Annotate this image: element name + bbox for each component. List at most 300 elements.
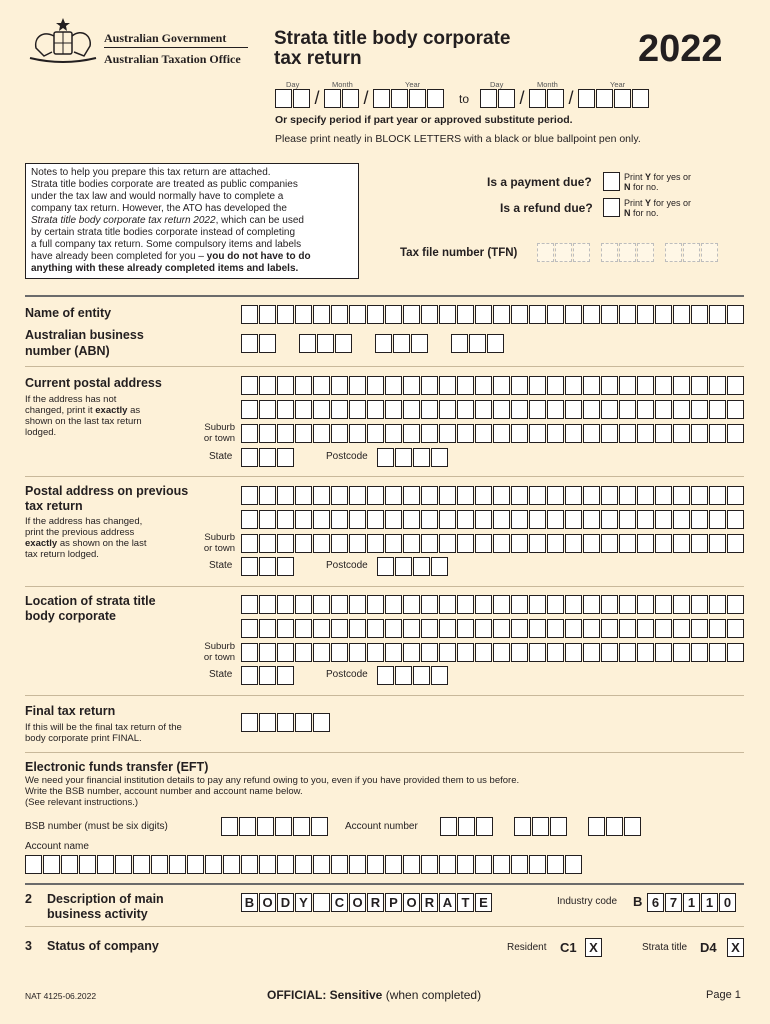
char-box[interactable] <box>565 510 582 529</box>
prev-suburb-field[interactable] <box>241 534 744 553</box>
char-box[interactable] <box>673 486 690 505</box>
char-box[interactable] <box>331 424 348 443</box>
char-box[interactable] <box>637 619 654 638</box>
char-box[interactable] <box>259 424 276 443</box>
char-box[interactable] <box>547 534 564 553</box>
char-box[interactable] <box>169 855 186 874</box>
char-box[interactable] <box>403 424 420 443</box>
char-box[interactable] <box>331 376 348 395</box>
char-box[interactable] <box>619 376 636 395</box>
char-box[interactable] <box>511 595 528 614</box>
payment-due-input[interactable] <box>603 172 620 191</box>
char-box[interactable] <box>691 400 708 419</box>
char-box[interactable] <box>313 400 330 419</box>
char-box[interactable] <box>529 619 546 638</box>
char-box[interactable] <box>403 595 420 614</box>
char-box[interactable] <box>727 486 744 505</box>
char-box[interactable] <box>709 486 726 505</box>
char-box[interactable] <box>691 595 708 614</box>
char-box[interactable] <box>385 855 402 874</box>
activity-letter-box[interactable]: D <box>277 893 294 912</box>
char-box[interactable] <box>313 855 330 874</box>
char-box[interactable] <box>313 486 330 505</box>
char-box[interactable] <box>529 855 546 874</box>
char-box[interactable] <box>385 376 402 395</box>
char-box[interactable] <box>655 510 672 529</box>
prev-state-field[interactable] <box>241 557 294 576</box>
char-box[interactable] <box>439 424 456 443</box>
char-box[interactable] <box>241 400 258 419</box>
char-box[interactable] <box>511 424 528 443</box>
industry-code-field[interactable] <box>647 893 736 912</box>
char-box[interactable] <box>709 400 726 419</box>
char-box[interactable] <box>223 855 240 874</box>
char-box[interactable] <box>385 424 402 443</box>
location-postcode-field[interactable] <box>377 666 448 685</box>
char-box[interactable] <box>475 855 492 874</box>
char-box[interactable] <box>457 376 474 395</box>
char-box[interactable] <box>349 376 366 395</box>
business-activity-field[interactable] <box>241 893 492 912</box>
char-box[interactable] <box>277 534 294 553</box>
char-box[interactable] <box>637 510 654 529</box>
end-date-field[interactable]: / / <box>480 89 649 108</box>
char-box[interactable] <box>457 595 474 614</box>
char-box[interactable] <box>727 424 744 443</box>
activity-letter-box[interactable]: R <box>421 893 438 912</box>
industry-code-digit[interactable]: 6 <box>647 893 664 912</box>
char-box[interactable] <box>367 855 384 874</box>
char-box[interactable] <box>403 534 420 553</box>
bsb-field[interactable] <box>221 817 328 836</box>
char-box[interactable] <box>79 855 96 874</box>
char-box[interactable] <box>457 486 474 505</box>
char-box[interactable] <box>421 305 438 324</box>
activity-letter-box[interactable]: P <box>385 893 402 912</box>
char-box[interactable] <box>655 486 672 505</box>
char-box[interactable] <box>565 305 582 324</box>
char-box[interactable] <box>241 305 258 324</box>
location-state-field[interactable] <box>241 666 294 685</box>
char-box[interactable] <box>511 619 528 638</box>
activity-letter-box[interactable]: B <box>241 893 258 912</box>
char-box[interactable] <box>277 510 294 529</box>
char-box[interactable] <box>619 305 636 324</box>
char-box[interactable] <box>583 424 600 443</box>
activity-letter-box[interactable]: E <box>475 893 492 912</box>
char-box[interactable] <box>403 486 420 505</box>
char-box[interactable] <box>565 534 582 553</box>
abn-field[interactable] <box>241 334 504 353</box>
char-box[interactable] <box>457 855 474 874</box>
postal-postcode-field[interactable] <box>377 448 448 467</box>
char-box[interactable] <box>295 855 312 874</box>
char-box[interactable] <box>529 424 546 443</box>
char-box[interactable] <box>619 424 636 443</box>
char-box[interactable] <box>241 534 258 553</box>
char-box[interactable] <box>457 305 474 324</box>
char-box[interactable] <box>565 643 582 662</box>
char-box[interactable] <box>619 595 636 614</box>
char-box[interactable] <box>529 486 546 505</box>
char-box[interactable] <box>475 400 492 419</box>
char-box[interactable] <box>331 534 348 553</box>
char-box[interactable] <box>277 855 294 874</box>
char-box[interactable] <box>385 595 402 614</box>
char-box[interactable] <box>241 643 258 662</box>
char-box[interactable] <box>439 305 456 324</box>
char-box[interactable] <box>421 400 438 419</box>
char-box[interactable] <box>727 643 744 662</box>
char-box[interactable] <box>565 855 582 874</box>
char-box[interactable] <box>583 486 600 505</box>
char-box[interactable] <box>601 534 618 553</box>
char-box[interactable] <box>205 855 222 874</box>
activity-letter-box[interactable]: C <box>331 893 348 912</box>
char-box[interactable] <box>619 534 636 553</box>
char-box[interactable] <box>619 486 636 505</box>
char-box[interactable] <box>385 510 402 529</box>
char-box[interactable] <box>457 424 474 443</box>
char-box[interactable] <box>367 424 384 443</box>
char-box[interactable] <box>385 486 402 505</box>
char-box[interactable] <box>457 510 474 529</box>
char-box[interactable] <box>709 534 726 553</box>
char-box[interactable] <box>565 595 582 614</box>
char-box[interactable] <box>565 486 582 505</box>
char-box[interactable] <box>241 510 258 529</box>
location-address-line2[interactable] <box>241 619 744 638</box>
char-box[interactable] <box>349 510 366 529</box>
char-box[interactable] <box>493 534 510 553</box>
char-box[interactable] <box>673 619 690 638</box>
char-box[interactable] <box>673 400 690 419</box>
char-box[interactable] <box>565 619 582 638</box>
char-box[interactable] <box>439 595 456 614</box>
char-box[interactable] <box>547 619 564 638</box>
char-box[interactable] <box>619 643 636 662</box>
char-box[interactable] <box>421 855 438 874</box>
char-box[interactable] <box>277 376 294 395</box>
char-box[interactable] <box>565 376 582 395</box>
postal-address-line1[interactable] <box>241 376 744 395</box>
char-box[interactable] <box>655 305 672 324</box>
char-box[interactable] <box>529 534 546 553</box>
char-box[interactable] <box>385 534 402 553</box>
char-box[interactable] <box>313 619 330 638</box>
char-box[interactable] <box>547 510 564 529</box>
char-box[interactable] <box>601 595 618 614</box>
char-box[interactable] <box>691 305 708 324</box>
char-box[interactable] <box>727 376 744 395</box>
char-box[interactable] <box>421 643 438 662</box>
char-box[interactable] <box>25 855 42 874</box>
char-box[interactable] <box>727 510 744 529</box>
char-box[interactable] <box>367 595 384 614</box>
char-box[interactable] <box>259 510 276 529</box>
char-box[interactable] <box>619 619 636 638</box>
char-box[interactable] <box>241 486 258 505</box>
char-box[interactable] <box>637 424 654 443</box>
final-return-field[interactable] <box>241 713 330 732</box>
start-date-field[interactable]: / / <box>275 89 444 108</box>
activity-letter-box[interactable]: O <box>349 893 366 912</box>
char-box[interactable] <box>511 643 528 662</box>
char-box[interactable] <box>655 643 672 662</box>
char-box[interactable] <box>709 376 726 395</box>
char-box[interactable] <box>475 305 492 324</box>
char-box[interactable] <box>259 486 276 505</box>
char-box[interactable] <box>349 424 366 443</box>
char-box[interactable] <box>637 643 654 662</box>
char-box[interactable] <box>331 619 348 638</box>
char-box[interactable] <box>637 400 654 419</box>
char-box[interactable] <box>637 305 654 324</box>
char-box[interactable] <box>655 376 672 395</box>
char-box[interactable] <box>547 643 564 662</box>
char-box[interactable] <box>511 305 528 324</box>
char-box[interactable] <box>529 376 546 395</box>
char-box[interactable] <box>511 400 528 419</box>
char-box[interactable] <box>313 305 330 324</box>
char-box[interactable] <box>691 424 708 443</box>
char-box[interactable] <box>493 424 510 443</box>
prev-address-line2[interactable] <box>241 510 744 529</box>
char-box[interactable] <box>331 305 348 324</box>
char-box[interactable] <box>493 400 510 419</box>
char-box[interactable] <box>655 424 672 443</box>
industry-code-digit[interactable]: 1 <box>701 893 718 912</box>
char-box[interactable] <box>727 305 744 324</box>
activity-letter-box[interactable]: Y <box>295 893 312 912</box>
prev-address-line1[interactable] <box>241 486 744 505</box>
char-box[interactable] <box>439 855 456 874</box>
char-box[interactable] <box>547 595 564 614</box>
char-box[interactable] <box>457 400 474 419</box>
char-box[interactable] <box>421 619 438 638</box>
tfn-field[interactable] <box>537 243 718 262</box>
refund-due-input[interactable] <box>603 198 620 217</box>
char-box[interactable] <box>367 486 384 505</box>
char-box[interactable] <box>529 510 546 529</box>
char-box[interactable] <box>367 376 384 395</box>
char-box[interactable] <box>295 510 312 529</box>
char-box[interactable] <box>349 595 366 614</box>
char-box[interactable] <box>601 400 618 419</box>
char-box[interactable] <box>457 534 474 553</box>
char-box[interactable] <box>313 424 330 443</box>
char-box[interactable] <box>295 595 312 614</box>
char-box[interactable] <box>565 400 582 419</box>
char-box[interactable] <box>673 376 690 395</box>
postal-address-line2[interactable] <box>241 400 744 419</box>
prev-postcode-field[interactable] <box>377 557 448 576</box>
char-box[interactable] <box>295 619 312 638</box>
char-box[interactable] <box>691 643 708 662</box>
char-box[interactable] <box>367 305 384 324</box>
char-box[interactable] <box>601 643 618 662</box>
char-box[interactable] <box>493 643 510 662</box>
char-box[interactable] <box>421 424 438 443</box>
char-box[interactable] <box>601 619 618 638</box>
char-box[interactable] <box>547 376 564 395</box>
char-box[interactable] <box>691 619 708 638</box>
char-box[interactable] <box>349 619 366 638</box>
char-box[interactable] <box>241 595 258 614</box>
account-number-field[interactable] <box>440 817 641 836</box>
char-box[interactable] <box>601 376 618 395</box>
char-box[interactable] <box>277 424 294 443</box>
char-box[interactable] <box>421 595 438 614</box>
account-name-field[interactable] <box>25 855 582 874</box>
char-box[interactable] <box>637 376 654 395</box>
char-box[interactable] <box>493 595 510 614</box>
resident-checkbox[interactable]: X <box>585 938 602 957</box>
char-box[interactable] <box>367 510 384 529</box>
char-box[interactable] <box>673 424 690 443</box>
char-box[interactable] <box>385 305 402 324</box>
char-box[interactable] <box>583 510 600 529</box>
char-box[interactable] <box>493 376 510 395</box>
char-box[interactable] <box>619 510 636 529</box>
char-box[interactable] <box>691 376 708 395</box>
entity-name-field[interactable] <box>241 305 744 324</box>
char-box[interactable] <box>259 855 276 874</box>
char-box[interactable] <box>331 510 348 529</box>
char-box[interactable] <box>277 305 294 324</box>
char-box[interactable] <box>529 400 546 419</box>
char-box[interactable] <box>547 855 564 874</box>
char-box[interactable] <box>277 643 294 662</box>
char-box[interactable] <box>709 305 726 324</box>
char-box[interactable] <box>547 486 564 505</box>
char-box[interactable] <box>349 400 366 419</box>
char-box[interactable] <box>313 534 330 553</box>
char-box[interactable] <box>349 643 366 662</box>
char-box[interactable] <box>259 534 276 553</box>
char-box[interactable] <box>187 855 204 874</box>
char-box[interactable] <box>421 534 438 553</box>
char-box[interactable] <box>349 855 366 874</box>
char-box[interactable] <box>493 486 510 505</box>
char-box[interactable] <box>673 305 690 324</box>
char-box[interactable] <box>475 376 492 395</box>
char-box[interactable] <box>241 619 258 638</box>
char-box[interactable] <box>403 376 420 395</box>
char-box[interactable] <box>259 619 276 638</box>
char-box[interactable] <box>637 534 654 553</box>
char-box[interactable] <box>331 400 348 419</box>
char-box[interactable] <box>151 855 168 874</box>
char-box[interactable] <box>331 855 348 874</box>
char-box[interactable] <box>655 400 672 419</box>
char-box[interactable] <box>691 486 708 505</box>
char-box[interactable] <box>475 595 492 614</box>
char-box[interactable] <box>637 486 654 505</box>
char-box[interactable] <box>457 619 474 638</box>
char-box[interactable] <box>673 534 690 553</box>
char-box[interactable] <box>727 619 744 638</box>
char-box[interactable] <box>475 486 492 505</box>
char-box[interactable] <box>691 534 708 553</box>
char-box[interactable] <box>583 619 600 638</box>
char-box[interactable] <box>529 305 546 324</box>
location-suburb-field[interactable] <box>241 643 744 662</box>
char-box[interactable] <box>475 619 492 638</box>
char-box[interactable] <box>475 534 492 553</box>
char-box[interactable] <box>43 855 60 874</box>
char-box[interactable] <box>727 400 744 419</box>
char-box[interactable] <box>421 486 438 505</box>
char-box[interactable] <box>601 510 618 529</box>
char-box[interactable] <box>259 305 276 324</box>
industry-code-digit[interactable]: 7 <box>665 893 682 912</box>
char-box[interactable] <box>655 534 672 553</box>
char-box[interactable] <box>367 534 384 553</box>
char-box[interactable] <box>511 376 528 395</box>
char-box[interactable] <box>421 510 438 529</box>
char-box[interactable] <box>241 424 258 443</box>
char-box[interactable] <box>295 534 312 553</box>
char-box[interactable] <box>547 424 564 443</box>
strata-title-checkbox[interactable]: X <box>727 938 744 957</box>
char-box[interactable] <box>709 619 726 638</box>
char-box[interactable] <box>493 619 510 638</box>
char-box[interactable] <box>601 305 618 324</box>
char-box[interactable] <box>439 510 456 529</box>
char-box[interactable] <box>421 376 438 395</box>
char-box[interactable] <box>673 643 690 662</box>
char-box[interactable] <box>439 643 456 662</box>
char-box[interactable] <box>727 595 744 614</box>
char-box[interactable] <box>403 855 420 874</box>
char-box[interactable] <box>259 595 276 614</box>
char-box[interactable] <box>241 376 258 395</box>
activity-letter-box[interactable]: R <box>367 893 384 912</box>
char-box[interactable] <box>403 400 420 419</box>
char-box[interactable] <box>583 376 600 395</box>
char-box[interactable] <box>403 305 420 324</box>
char-box[interactable] <box>313 376 330 395</box>
char-box[interactable] <box>601 486 618 505</box>
char-box[interactable] <box>61 855 78 874</box>
char-box[interactable] <box>115 855 132 874</box>
char-box[interactable] <box>709 424 726 443</box>
postal-suburb-field[interactable] <box>241 424 744 443</box>
activity-letter-box[interactable] <box>313 893 330 912</box>
char-box[interactable] <box>133 855 150 874</box>
char-box[interactable] <box>583 595 600 614</box>
char-box[interactable] <box>709 510 726 529</box>
postal-state-field[interactable] <box>241 448 294 467</box>
char-box[interactable] <box>241 855 258 874</box>
char-box[interactable] <box>493 510 510 529</box>
char-box[interactable] <box>277 486 294 505</box>
char-box[interactable] <box>331 595 348 614</box>
char-box[interactable] <box>295 305 312 324</box>
char-box[interactable] <box>259 643 276 662</box>
char-box[interactable] <box>565 424 582 443</box>
char-box[interactable] <box>295 424 312 443</box>
char-box[interactable] <box>583 400 600 419</box>
char-box[interactable] <box>439 534 456 553</box>
char-box[interactable] <box>673 595 690 614</box>
char-box[interactable] <box>403 643 420 662</box>
char-box[interactable] <box>295 486 312 505</box>
activity-letter-box[interactable]: T <box>457 893 474 912</box>
char-box[interactable] <box>493 305 510 324</box>
char-box[interactable] <box>367 400 384 419</box>
